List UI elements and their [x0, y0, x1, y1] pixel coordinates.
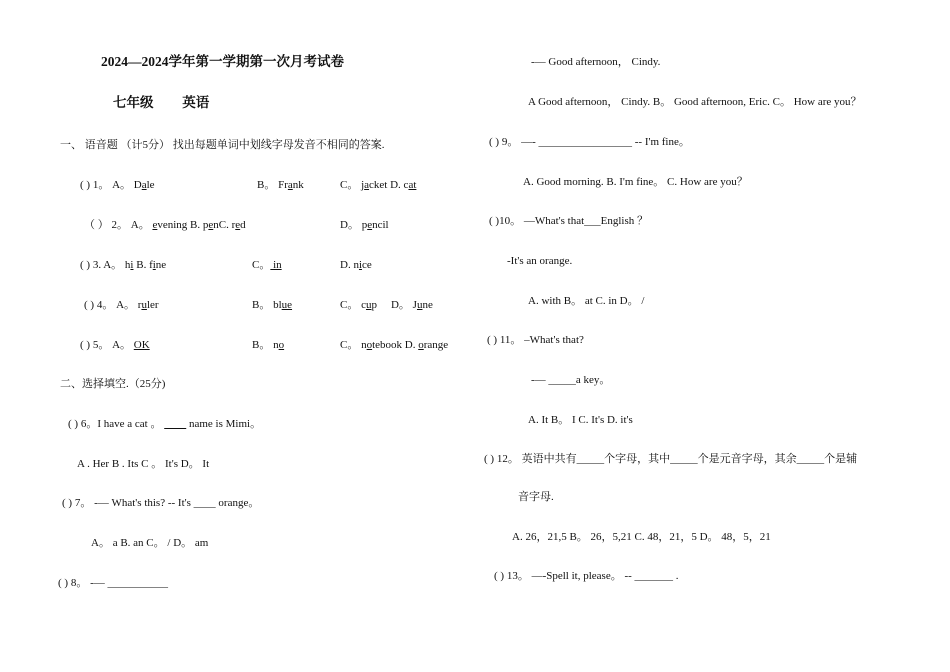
q6-rest: name is Mimi。 — [186, 418, 262, 430]
q5-text-c: tebook D. — [372, 339, 419, 351]
question-5-b — [252, 338, 284, 352]
q5-underline-c: o — [366, 339, 373, 351]
question-1-b — [257, 178, 304, 192]
q1-option-c: C。 j — [340, 179, 365, 191]
question-5 — [80, 338, 150, 352]
question-12: ( ) 12。 英语中共有_____个字母，其中_____个是元音字母，其余_____个是辅 — [484, 453, 858, 465]
q10-options: A. with B。 at C. in D。 / — [528, 295, 645, 307]
q3-underline-b: i — [152, 259, 156, 271]
question-7: ( ) 7。 -— What's this? -- It's ____ orange。 — [62, 497, 260, 509]
question-2-d — [340, 218, 389, 232]
q4-underline-a: u — [141, 299, 147, 311]
question-4 — [84, 298, 159, 312]
q3-underline-c: in — [270, 259, 282, 271]
q2-text-c: d — [240, 219, 246, 231]
q2-text-b: nC. r — [213, 219, 236, 231]
subject-label: 英语 — [182, 95, 210, 110]
q4-option-d: D。 J — [390, 299, 417, 311]
q5-underline-b: o — [278, 339, 285, 351]
q4-option-b: B。 bl — [252, 299, 282, 311]
q3-text-d: ce — [362, 259, 372, 271]
q1-underline-b: a — [287, 179, 293, 191]
question-1-cd — [340, 178, 416, 192]
q2-underline-b: e — [208, 219, 214, 231]
section2-heading: 二、选择填空.（25分) — [60, 378, 166, 390]
question-5-cd — [340, 338, 448, 352]
q2-text-a: vening B. p — [157, 219, 209, 231]
q1-underline-c: a — [364, 179, 370, 191]
question-4-cd — [340, 298, 433, 312]
question-4-b — [252, 298, 292, 312]
q1-stem: ( ) 1。 A。 D — [80, 179, 142, 191]
q2-underline-d: e — [367, 219, 373, 231]
q8-options: A Good afternoon， Cindy. B。 Good afternoon, Eric. C。 How are you？ — [528, 96, 862, 108]
q3-underline-d: i — [358, 259, 363, 271]
q11-answer — [531, 373, 610, 387]
q6-blank — [164, 418, 186, 430]
q3-option-d: D. n — [340, 259, 359, 271]
q2-stem: （ ） 2。 A。 — [84, 219, 153, 231]
q11-options: A. It B。 I C. It's D. it's — [528, 414, 633, 426]
question-8: ( ) 8。 -— ___________ — [58, 577, 168, 589]
question-9: ( ) 9。 —- _________________ -- I'm fine。 — [489, 136, 690, 148]
section1-heading: 一、 语音题 （计5分） 找出每题单词中划线字母发音不相同的答案. — [60, 139, 385, 151]
q12-options: A. 26，21,5 B。 26，5,21 C. 48，21，5 D。 48，5，21 — [512, 531, 771, 543]
q12-continuation: 音字母. — [518, 491, 554, 503]
q4-text-a: ler — [146, 299, 159, 311]
q4-underline-b: ue — [281, 299, 293, 311]
q6-stem: ( ) 6。I have a cat 。 — [68, 418, 162, 430]
q4-underline-d: u — [416, 299, 423, 311]
q6-options: A . Her B . Its C 。 It's D。 It — [77, 458, 210, 470]
q4-text-d: ne — [422, 299, 433, 311]
q5-option-c: C。 n — [340, 339, 367, 351]
exam-title: 2024—2024学年第一学期第一次月考试卷 — [101, 54, 344, 69]
question-3-c — [252, 258, 282, 272]
q3-option-c: C。 — [252, 259, 271, 271]
q9-options: A. Good morning. B. I'm fine。 C. How are you？ — [523, 176, 748, 188]
grade-subject — [113, 96, 209, 110]
q1-underline-a: a — [141, 179, 147, 191]
question-13: ( ) 13。 —-Spell it, please。 -- _______ . — [494, 570, 679, 582]
q2-underline-c: e — [235, 219, 241, 231]
q11-blank: _____ — [548, 374, 576, 386]
q11-answer-suffix: a key。 — [575, 374, 611, 386]
q10-answer: -It's an orange. — [507, 255, 573, 267]
q1-text-b: nk — [292, 179, 304, 191]
q5-text-d: range — [423, 339, 449, 351]
q4-stem: ( ) 4。 A。 r — [84, 299, 142, 311]
q5-underline-a: OK — [133, 339, 150, 351]
q8-reply: -— Good afternoon， Cindy. — [531, 56, 661, 68]
question-6 — [68, 417, 261, 431]
q1-underline-d: at — [408, 179, 417, 191]
q5-option-b: B。 n — [252, 339, 279, 351]
question-2 — [84, 218, 246, 232]
q3-underline-a: i — [130, 259, 134, 271]
q3-text-a: B. f — [133, 259, 153, 271]
q11-answer-prefix: -— — [531, 374, 549, 386]
q4-underline-c: u — [365, 299, 372, 311]
q5-stem: ( ) 5。 A。 — [80, 339, 134, 351]
q2-text-d: ncil — [372, 219, 389, 231]
q1-text-c: cket D. c — [369, 179, 409, 191]
grade-label: 七年级 — [113, 95, 154, 110]
q4-text-c: p — [371, 299, 377, 311]
q7-options: A。 a B. an C。 / D。 am — [91, 537, 209, 549]
q2-underline-a: e — [152, 219, 158, 231]
question-1 — [80, 178, 155, 192]
question-11: ( ) 11。 –What's that? — [487, 334, 584, 346]
question-10: ( )10。 —What's that___English ？ — [489, 215, 649, 227]
q4-option-c: C。 c — [340, 299, 366, 311]
q3-text-b: ne — [155, 259, 167, 271]
q1-text-a: le — [146, 179, 155, 191]
q1-option-b: B。 Fr — [257, 179, 288, 191]
q2-option-d: D。 p — [340, 219, 368, 231]
question-3 — [80, 258, 166, 272]
q3-stem: ( ) 3. A。 h — [80, 259, 131, 271]
question-3-d — [340, 258, 372, 272]
q5-underline-d: o — [418, 339, 424, 351]
